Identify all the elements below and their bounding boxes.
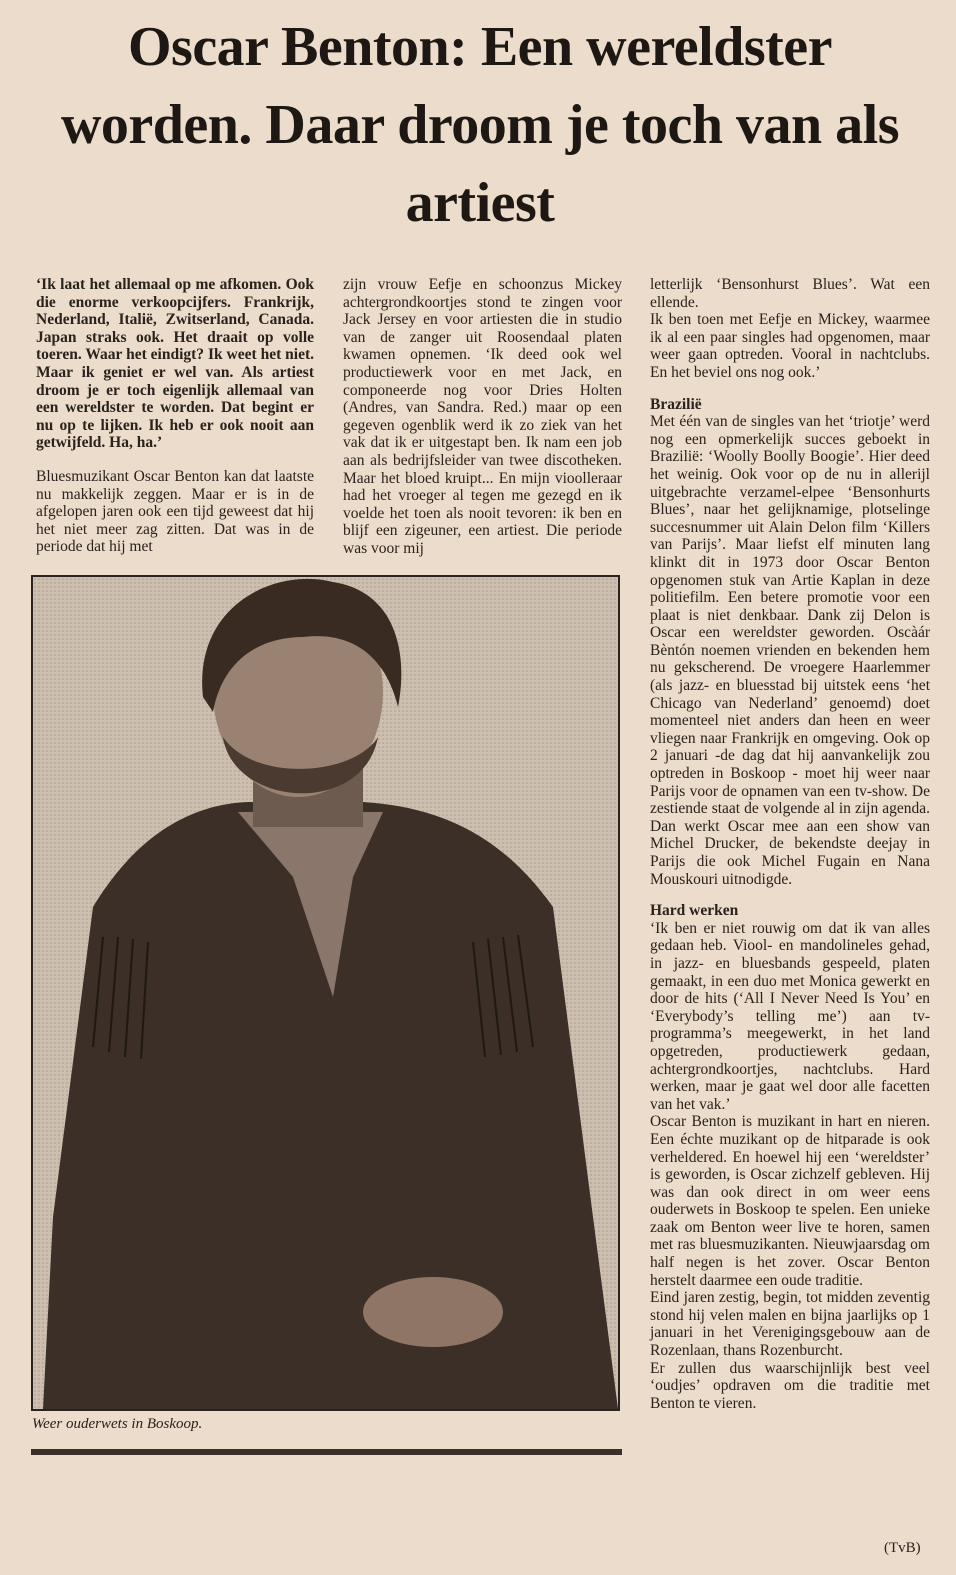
photo-caption: Weer ouderwets in Boskoop. (32, 1416, 203, 1432)
column-3 (650, 276, 930, 1412)
divider-rule (31, 1449, 622, 1455)
body-paragraph: Ik ben toen met Eefje en Mickey, waarmee ik al een paar singles had opgenomen, maar weer gaan optreden. Vooral in nachtclubs. En het beviel ons nog ook.’ (650, 311, 930, 381)
lead-paragraph: ‘Ik laat het allemaal op me afkomen. Ook die enorme verkoopcijfers. Frankrijk, Nederland, Italië, Zwitserland, Canada. Japan straks ook. Het draait op volle toeren. Waar het eindigt? Ik weet het niet. Maar ik geniet er wel van. Als artiest droom je er toch eigenlijk allemaal van een wereldster te worden. Dat begint er nu op te lijken. Ik heb er ook nooit aan getwijfeld. Ha, ha.’ (36, 276, 314, 452)
portrait-photo (31, 575, 620, 1411)
body-paragraph: Er zullen dus waarschijnlijk best veel ‘oudjes’ opdraven om die traditie met Benton te vieren. (650, 1359, 930, 1412)
column-1 (36, 276, 314, 556)
headline: Oscar Benton: Een wereldster worden. Daar droom je toch van als artiest (60, 16, 899, 234)
body-paragraph: zijn vrouw Eefje en schoonzus Mickey achtergrondkoortjes stond te zingen voor Jack Jersey en voor artiesten die in studio van de zanger uit Roosendaal platen kwamen opnemen. ‘Ik deed ook wel productiewerk voor en met Jack, en componeerde nog voor Dries Holten (Andres, van Sandra. Red.) maar op een gegeven ogenblik werd ik zo ziek van het vak dat ik er uitgestapt ben. Ik nam een job aan als bedrijfsleider van twee discotheken. Maar het bloed kruipt... En mijn vioolleraar had het vroeger al tegen me gezegd en ik voelde het toen als nooit tevoren: ik ben en blijf een zigeuner, een artiest. Die periode was voor mij (343, 276, 622, 557)
subheading-brazilie: Brazilië (650, 395, 702, 413)
portrait-illustration (33, 577, 618, 1409)
body-paragraph: Oscar Benton is muzikant in hart en nieren. Een échte muzikant op de hitparade is ook verheldered. En hoewel hij een ‘wereldster’ is geworden, is Oscar zichzelf gebleven. Hij was dan ook direct in om weer eens ouderwets in Boskoop te spelen. Een unieke zaak om Benton weer live te horen, samen met ras bluesmuzikanten. Nieuwjaarsdag om half negen is het zover. Oscar Benton herstelt daarmee een oude traditie. (650, 1113, 930, 1289)
body-paragraph: Bluesmuzikant Oscar Benton kan dat laatste nu makkelijk zeggen. Maar er is in de afgelopen jaren ook een tijd geweest dat hij het niet meer zag zitten. Dat was in de periode dat hij met (36, 467, 314, 556)
subheading-hard-werken: Hard werken (650, 902, 739, 920)
author-signature: (TvB) (884, 1540, 921, 1556)
body-paragraph: letterlijk ‘Bensonhurst Blues’. Wat een ellende. (650, 276, 930, 311)
body-paragraph: ‘Ik ben er niet rouwig om dat ik van alles gedaan heb. Viool- en mandolineles gehad, in jazz- en bluesbands gespeeld, platen gemaakt, in een duo met Monica gewerkt en door de hits (‘All I Never Need Is You’ en ‘Everybody’s telling me’) aan tv-programma’s meegewerkt, in het land opgetreden, productiewerk gedaan, achtergrondkoortjes, nachtclubs. Hard werken, maar je gaat wel door alle facetten van het vak.’ (650, 919, 930, 1113)
body-paragraph: Eind jaren zestig, begin, tot midden zeventig stond hij velen malen en bijna jaarlijks op 1 januari in het Verenigingsgebouw aan de Rozenlaan, thans Rozenburcht. (650, 1289, 930, 1360)
body-paragraph: Met één van de singles van het ‘triotje’ werd nog een opmerkelijk succes geboekt in Brazilië: ‘Woolly Boolly Boogie’. Hier deed het weinig. Ook voor op de nu in allerijl uitgebrachte verzamel-elpee ‘Bensonhurts Blues’, naar het gelijknamige, plotselinge succesnummer uit Alain Delon film ‘Killers van Parijs’. Maar liefst elf minuten lang klinkt dit in 1973 door Oscar Benton opgenomen stuk van Artie Kaplan in deze politiefilm. Een betere promotie voor een plaat is niet denkbaar. Dank zij Delon is Oscar een wereldster geworden. Oscàár Bèntón noemen vrienden en bekenden hem nu gekscherend. De vroegere Haarlemmer (als jazz- en bluesstad bij uitstek eens ‘het Chicago van Nederland’ genoemd) doet momenteel niet anders dan heen en weer vliegen naar Frankrijk en omgeving. Ook op 2 januari -de dag dat hij aanvankelijk zou optreden in Boskoop - moet hij weer naar Parijs voor de opnamen van een tv-show. De zestiende staat de volgende al in zijn agenda. Dan werkt Oscar mee aan een show van Michel Drucker, de bekendste deejay in Parijs die ook Michel Fugain en Nana Mouskouri uitnodigde. (650, 413, 930, 888)
column-2 (343, 276, 622, 558)
